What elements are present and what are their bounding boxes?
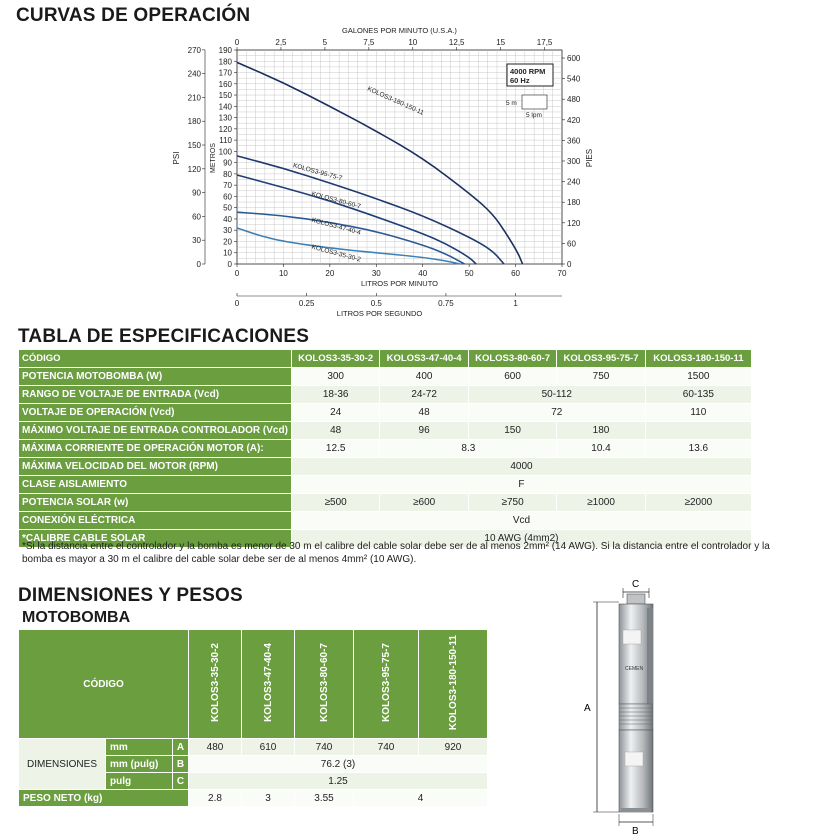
dims-subtitle: MOTOBOMBA: [22, 609, 131, 626]
tick-label-gpm: 17,5: [536, 38, 553, 47]
spec-cell: ≥600: [380, 494, 468, 512]
dims-label: DIMENSIONES: [19, 739, 106, 790]
spec-row-label: VOLTAJE DE OPERACIÓN (Vcd): [19, 404, 292, 422]
tick-label-ft: 180: [567, 198, 581, 208]
spec-header-model: KOLOS3-95-75-7: [557, 350, 645, 368]
tick-label-m: 0: [227, 260, 232, 269]
tick-label-m: 190: [218, 46, 232, 55]
dims-letter: A: [173, 739, 189, 756]
dims-unit: mm: [106, 739, 173, 756]
tick-label-ft: 420: [567, 115, 581, 125]
tick-label-psi: 0: [196, 260, 201, 269]
tick-label-m: 60: [223, 192, 232, 202]
spec-row: [19, 476, 752, 494]
tick-label-lpm: 60: [511, 269, 521, 278]
tick-label-m: 100: [218, 147, 232, 157]
tick-label-m: 80: [223, 169, 232, 179]
lpm-axis-label: LITROS POR MINUTO: [361, 279, 438, 288]
spec-row-label: POTENCIA SOLAR (w): [19, 494, 292, 512]
spec-table: [18, 349, 752, 548]
tick-label-psi: 240: [187, 69, 201, 79]
dims-cell: 920: [419, 739, 488, 756]
tick-label-m: 160: [218, 79, 232, 89]
dims-cell: 610: [242, 739, 295, 756]
tick-label-m: 120: [218, 124, 232, 134]
dims-model-header: KOLOS3-95-75-7: [354, 630, 419, 739]
spec-cell: 110: [645, 404, 751, 422]
dims-row: [19, 790, 488, 807]
spec-row-label: *CALIBRE CABLE SOLAR: [19, 530, 292, 548]
dimensions-table: [18, 629, 488, 807]
spec-cell: 24-72: [380, 386, 468, 404]
dims-row: [19, 739, 488, 756]
series-label: KOLOS3-47-40-4: [310, 216, 362, 237]
spec-cell: 96: [380, 422, 468, 440]
spec-title: TABLA DE ESPECIFICACIONES: [18, 326, 310, 347]
tick-label-psi: 120: [187, 164, 201, 174]
tick-label-lpm: 70: [557, 269, 567, 278]
tick-label-m: 180: [218, 57, 232, 67]
spec-cell: 150: [468, 422, 556, 440]
dims-unit: mm (pulg): [106, 756, 173, 773]
dims-cell: 1.25: [189, 773, 488, 790]
spec-cell: ≥2000: [645, 494, 751, 512]
spec-cell: F: [291, 476, 751, 494]
dims-model-header: KOLOS3-35-30-2: [189, 630, 242, 739]
tick-label-psi: 90: [192, 188, 201, 198]
spec-cell: 48: [380, 404, 468, 422]
hz-label: 60 Hz: [510, 76, 530, 85]
tick-label-ft: 0: [567, 260, 572, 269]
tick-label-ft: 600: [567, 54, 581, 64]
dims-cell: 740: [354, 739, 419, 756]
spec-header-model: KOLOS3-180-150-11: [645, 350, 751, 368]
tick-label-m: 130: [218, 113, 232, 123]
tick-label-m: 70: [223, 181, 232, 191]
spec-cell: 50-112: [468, 386, 645, 404]
psi-axis-label: PSI: [172, 151, 181, 165]
tick-label-ft: 240: [567, 177, 581, 187]
tick-label-ft: 300: [567, 157, 581, 167]
dim-b-label: B: [632, 826, 639, 836]
dims-letter: B: [173, 756, 189, 773]
spec-row-label: RANGO DE VOLTAJE DE ENTRADA (Vcd): [19, 386, 292, 404]
spec-cell: ≥750: [468, 494, 556, 512]
spec-cell: 1500: [645, 368, 751, 386]
spec-row-label: MÁXIMA CORRIENTE DE OPERACIÓN MOTOR (A):: [19, 440, 292, 458]
dims-cell: 740: [295, 739, 354, 756]
tick-label-lpm: 30: [371, 269, 381, 278]
tick-label-lpm: 50: [464, 269, 474, 278]
spec-row: [19, 368, 752, 386]
series-label: KOLOS3-180-150-11: [366, 85, 425, 117]
spec-cell: 13.6: [645, 440, 751, 458]
tick-label-gpm: 2,5: [275, 38, 287, 47]
scale-box: [522, 95, 547, 109]
feet-axis-label: PIES: [585, 148, 594, 168]
spec-cell: 18-36: [291, 386, 379, 404]
spec-row-label: CONEXIÓN ELÉCTRICA: [19, 512, 292, 530]
series-label: KOLOS3-80-60-7: [310, 190, 362, 211]
tick-label-lpm: 20: [325, 269, 335, 278]
dims-header-row: [19, 630, 488, 739]
tick-label-m: 40: [223, 214, 232, 224]
dims-title: DIMENSIONES Y PESOS: [18, 585, 243, 606]
tick-label-gpm: 10: [408, 38, 418, 47]
spec-cell: 180: [557, 422, 645, 440]
curves-title: CURVAS DE OPERACIÓN: [16, 5, 251, 26]
gpm-axis-label: GALONES POR MINUTO (U.S.A.): [342, 28, 457, 35]
tick-label-m: 170: [218, 68, 232, 78]
spec-cell: 24: [291, 404, 379, 422]
spec-cell: 48: [291, 422, 379, 440]
dim-c-label: C: [632, 579, 640, 590]
performance-chart: [165, 28, 605, 323]
dims-cell: 2.8: [189, 790, 242, 807]
spec-row-label: CLASE AISLAMIENTO: [19, 476, 292, 494]
tick-label-m: 140: [218, 102, 232, 112]
spec-row: [19, 494, 752, 512]
tick-label-gpm: 15: [496, 38, 506, 47]
spec-header-model: KOLOS3-80-60-7: [468, 350, 556, 368]
tick-label-ft: 60: [567, 239, 576, 249]
tick-label-m: 50: [223, 203, 232, 213]
tick-label-m: 150: [218, 91, 232, 101]
spec-row: [19, 386, 752, 404]
pump-brand: CEMEN: [625, 666, 644, 672]
tick-label-gpm: 5: [322, 38, 328, 47]
meters-axis-label: METROS: [210, 143, 217, 173]
tick-label-ft: 540: [567, 74, 581, 84]
pump-illustration: [575, 578, 695, 836]
tick-label-lps: 1: [513, 299, 518, 308]
tick-label-ft: 480: [567, 95, 581, 105]
tick-label-lps: 0.5: [370, 299, 382, 308]
spec-cell: ≥1000: [557, 494, 645, 512]
spec-cell: 300: [291, 368, 379, 386]
dims-cell: 480: [189, 739, 242, 756]
tick-label-psi: 150: [187, 141, 201, 151]
tick-label-gpm: 7,5: [363, 38, 375, 47]
tick-label-psi: 270: [187, 45, 201, 55]
cable-note: *Si la distancia entre el controlador y la bomba es menor de 30 m el calibre del cable solar debe ser de al menos 2mm² (14 AWG). Si la distancia entre el controlador y la bomba es mayor a 30 m el calibre del cable solar debe ser de al menos 4mm² (10 AWG).: [22, 541, 770, 565]
spec-header-code: CÓDIGO: [19, 350, 292, 368]
spec-row: [19, 422, 752, 440]
tick-label-lpm: 40: [418, 269, 428, 278]
tick-label-lps: 0: [234, 299, 240, 308]
tick-label-m: 90: [223, 158, 232, 168]
scale-flow-label: 5 lpm: [526, 112, 542, 119]
dims-model-header: KOLOS3-47-40-4: [242, 630, 295, 739]
dims-model-header: KOLOS3-80-60-7: [295, 630, 354, 739]
spec-cell: 60-135: [645, 386, 751, 404]
spec-cell: [645, 422, 751, 440]
scale-head-label: 5 m: [506, 100, 517, 107]
lps-axis-label: LITROS POR SEGUNDO: [336, 309, 423, 318]
spec-header-row: [19, 350, 752, 368]
spec-header-model: KOLOS3-47-40-4: [380, 350, 468, 368]
spec-row-label: POTENCIA MOTOBOMBA (W): [19, 368, 292, 386]
dims-cell: 76.2 (3): [189, 756, 488, 773]
rpm-label: 4000 RPM: [510, 67, 546, 76]
dim-a-label: A: [584, 703, 591, 714]
tick-label-psi: 210: [187, 93, 201, 103]
tick-label-ft: 120: [567, 218, 581, 228]
spec-cell: 10 AWG (4mm2): [291, 530, 751, 548]
tick-label-m: 20: [223, 237, 232, 247]
tick-label-psi: 60: [192, 212, 201, 222]
tick-label-m: 110: [219, 136, 232, 146]
tick-label-gpm: 0: [234, 38, 240, 47]
spec-row: [19, 512, 752, 530]
spec-header-model: KOLOS3-35-30-2: [291, 350, 379, 368]
spec-row-label: MÁXIMA VELOCIDAD DEL MOTOR (RPM): [19, 458, 292, 476]
dims-code-label: CÓDIGO: [19, 630, 189, 739]
tick-label-lps: 0.75: [438, 299, 454, 308]
spec-cell: 4000: [291, 458, 751, 476]
tick-label-lpm: 10: [278, 269, 288, 278]
dims-letter: C: [173, 773, 189, 790]
pump-intake-ribs: [619, 704, 653, 730]
tick-label-lpm: 0: [234, 269, 240, 278]
dims-cell: 3: [242, 790, 295, 807]
spec-cell: 72: [468, 404, 645, 422]
dims-cell: 4: [354, 790, 488, 807]
tick-label-gpm: 12,5: [448, 38, 465, 47]
series-label: KOLOS3-95-75-7: [292, 162, 343, 183]
spec-cell: 8.3: [380, 440, 557, 458]
spec-row: [19, 404, 752, 422]
spec-cell: 400: [380, 368, 468, 386]
tick-label-m: 30: [223, 226, 232, 236]
spec-cell: 600: [468, 368, 556, 386]
tick-label-lps: 0.25: [298, 299, 315, 308]
series-label: KOLOS3-35-30-2: [310, 243, 362, 264]
spec-cell: 750: [557, 368, 645, 386]
dims-cell: 3.55: [295, 790, 354, 807]
dims-unit: pulg: [106, 773, 173, 790]
tick-label-ft: 360: [567, 136, 581, 146]
tick-label-m: 10: [223, 248, 232, 258]
spec-row-label: MÁXIMO VOLTAJE DE ENTRADA CONTROLADOR (Vcd): [19, 422, 292, 440]
dims-weight-label: PESO NETO (kg): [19, 790, 189, 807]
spec-cell: 10.4: [557, 440, 645, 458]
spec-cell: Vcd: [291, 512, 751, 530]
spec-cell: ≥500: [291, 494, 379, 512]
dims-model-header: KOLOS3-180-150-11: [419, 630, 488, 739]
spec-cell: 12.5: [291, 440, 379, 458]
tick-label-psi: 30: [192, 236, 201, 246]
tick-label-psi: 180: [187, 117, 201, 127]
spec-row: [19, 440, 752, 458]
spec-row: [19, 458, 752, 476]
